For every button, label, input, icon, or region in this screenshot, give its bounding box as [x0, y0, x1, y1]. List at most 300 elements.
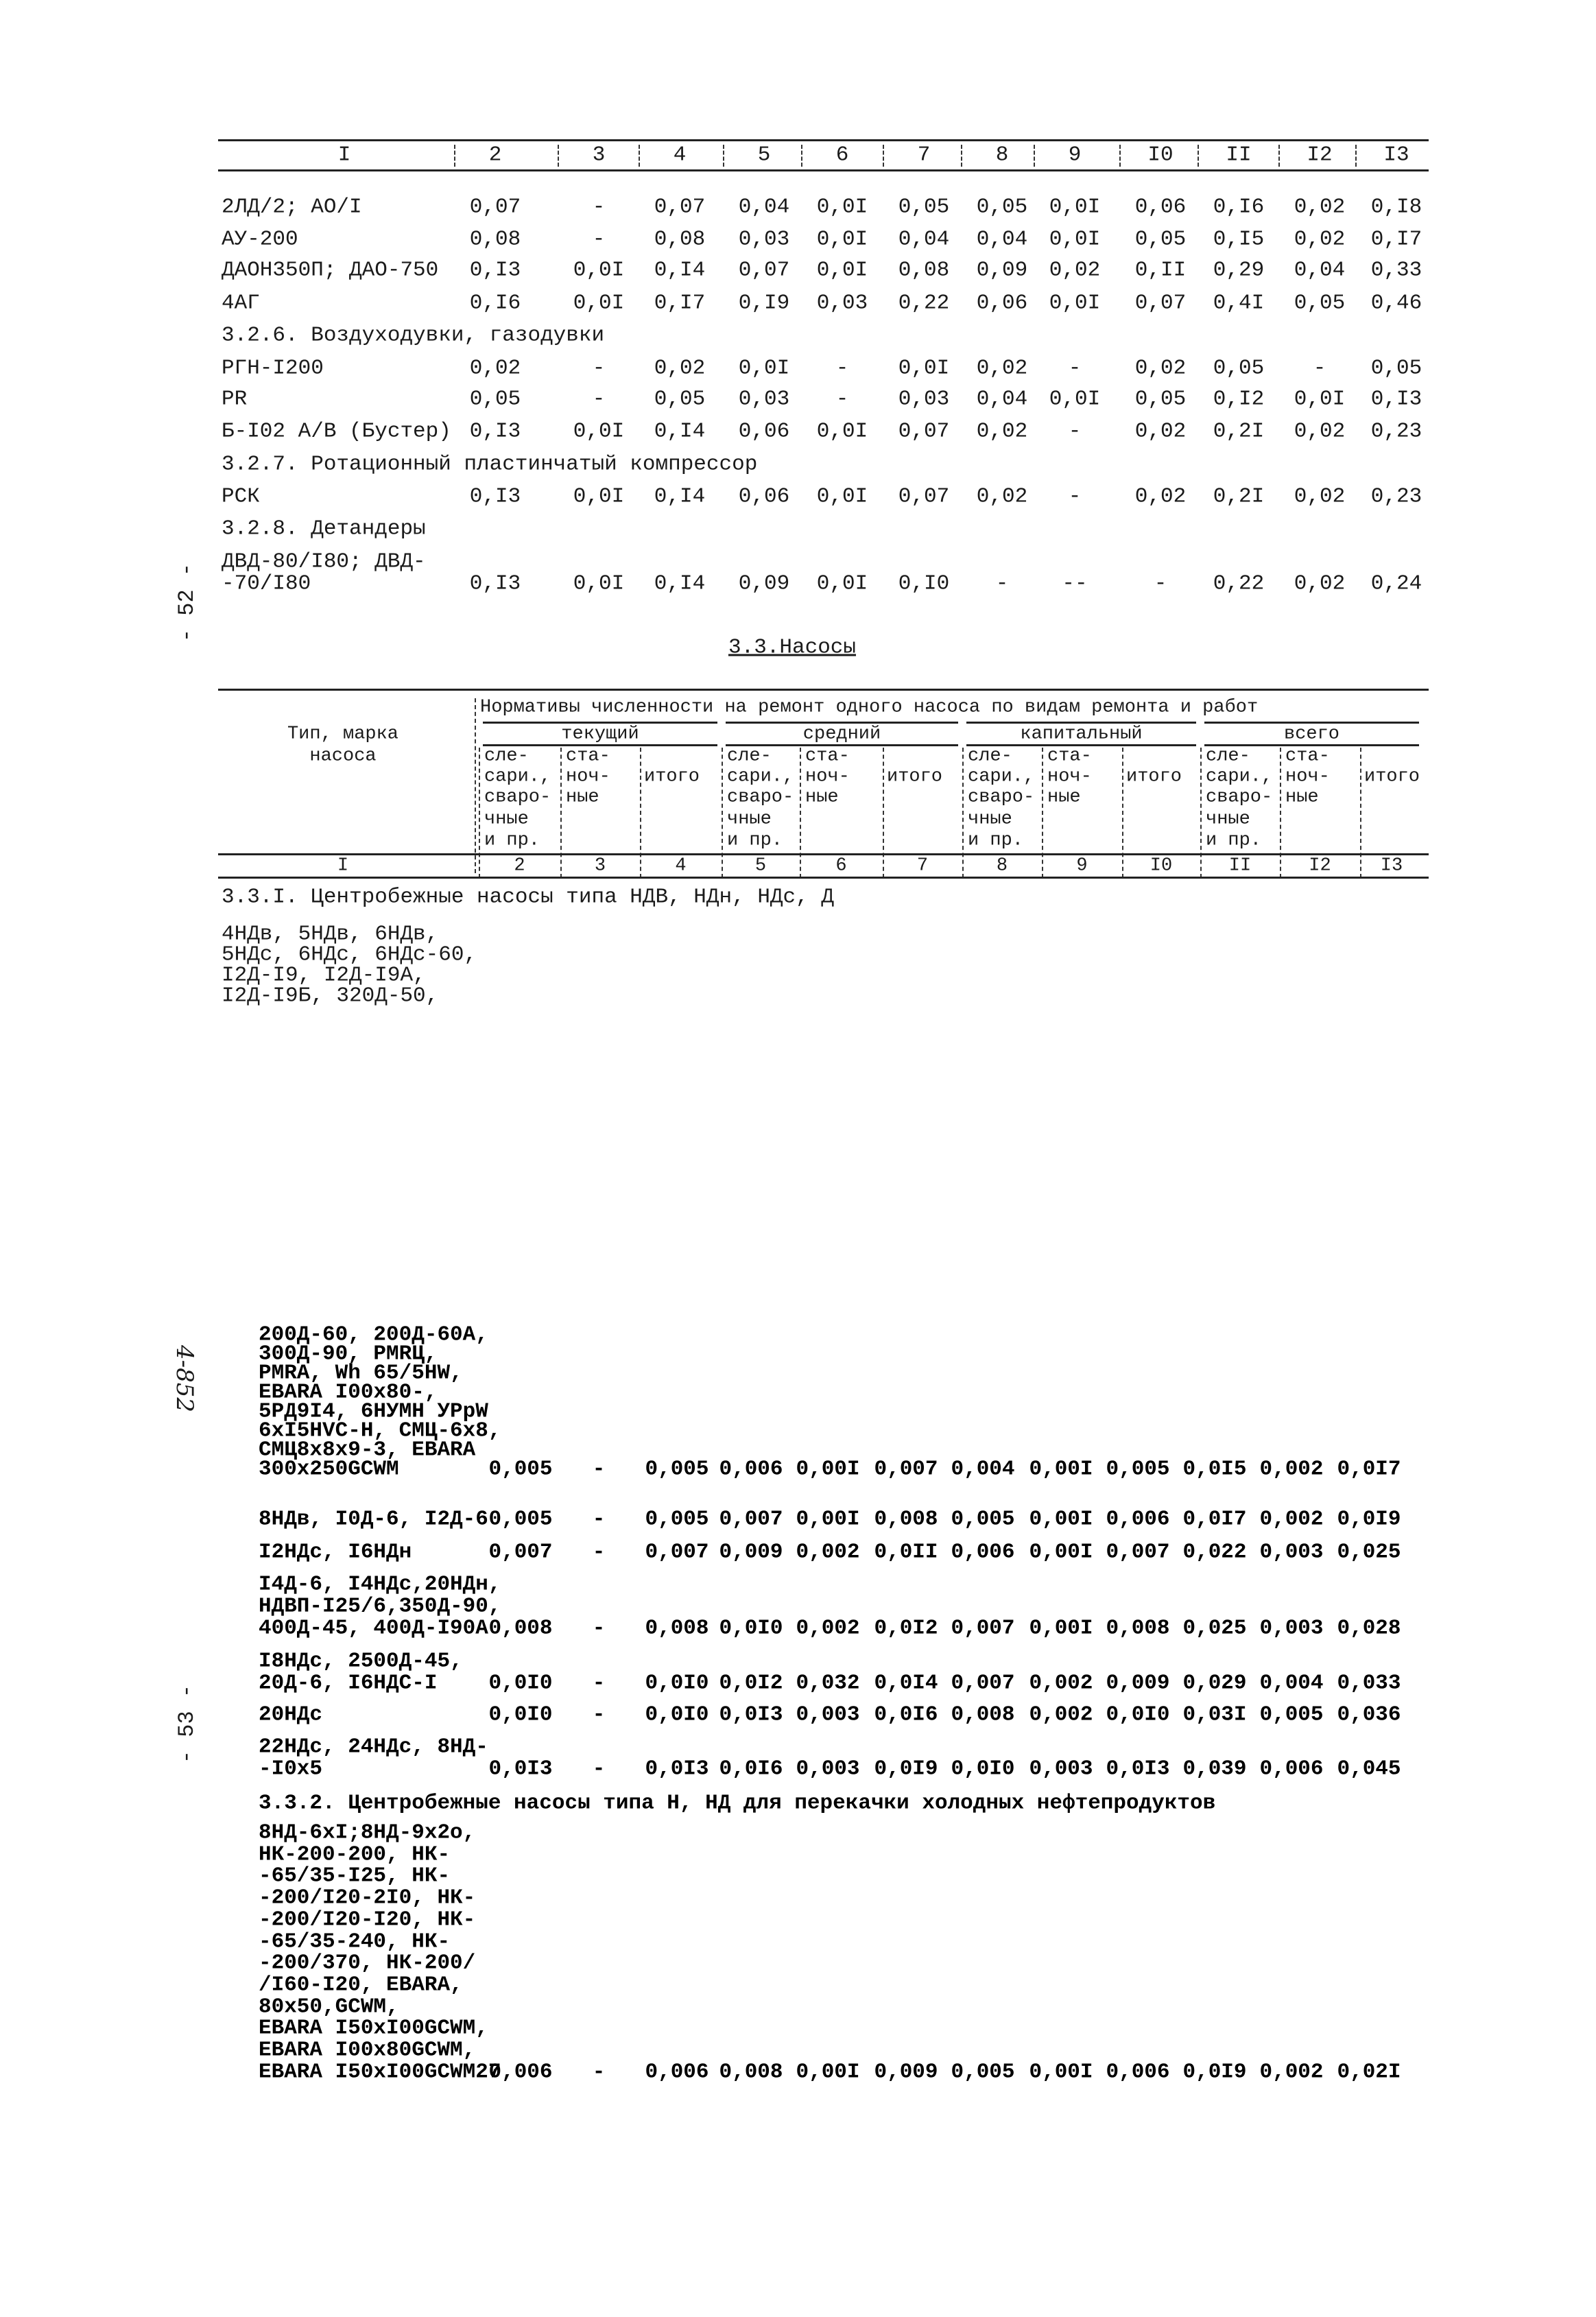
table-cell: - [592, 1616, 606, 1641]
column-number: I3 [1380, 855, 1403, 877]
table-cell: 0,003 [1029, 1757, 1093, 1781]
table-cell: 0,00I [796, 1507, 860, 1532]
table-cell: 0,009 [1106, 1671, 1170, 1696]
subheader-machinist: ные [805, 787, 839, 808]
table-cell: 0,007 [874, 1457, 938, 1482]
subheader-total: итого [1126, 766, 1182, 787]
subheader-locksmith: сваро- [1206, 787, 1273, 808]
row-label: 20Д-6, I6НДС-I [259, 1671, 438, 1696]
column-number: 3 [594, 855, 606, 877]
table-cell: 0,0I [1049, 195, 1101, 219]
row-label: PR [222, 387, 248, 412]
table-cell: 0,08 [898, 258, 950, 283]
column-header: I2 [1307, 143, 1333, 167]
pump-table-numbers-rule [218, 877, 1429, 879]
row-label: 300x250GCWM [259, 1457, 399, 1482]
table-cell: 0,I0 [898, 571, 950, 596]
table-cell: 0,05 [898, 195, 950, 219]
table-cell: 0,02 [976, 484, 1028, 509]
table-cell: 0,I3 [469, 258, 521, 283]
table-cell: - [592, 195, 606, 219]
column-header: II [1226, 143, 1252, 167]
column-divider [1360, 748, 1361, 878]
table-cell: - [592, 1671, 606, 1696]
column-divider [800, 748, 801, 878]
column-number: 8 [996, 855, 1008, 877]
subheader-machinist: ноч- [566, 766, 610, 787]
table-cell: 0,006 [719, 1457, 783, 1482]
group-header: средний [802, 724, 881, 745]
table-cell: 0,07 [654, 195, 706, 219]
table-cell: 0,003 [1259, 1540, 1324, 1565]
row-label: РСК [222, 484, 260, 509]
column-number: 2 [514, 855, 525, 877]
subheader-machinist: ноч- [1285, 766, 1330, 787]
table-cell: 0,33 [1370, 258, 1422, 283]
table-cell: - [1154, 571, 1167, 596]
table-cell: 0,00I [1029, 2060, 1093, 2084]
subheader-total: итого [644, 766, 700, 787]
table-cell: 0,I8 [1370, 195, 1422, 219]
column-divider [883, 145, 884, 167]
table-cell: 0,0I2 [874, 1616, 938, 1641]
subheader-locksmith: сваро- [968, 787, 1035, 808]
subheader-locksmith: сле- [1206, 746, 1250, 767]
table-cell: 0,03 [898, 387, 950, 412]
row-label: 8НД-6xI;8НД-9x2о, [259, 1820, 476, 1845]
table-cell: 0,0I [573, 258, 625, 283]
section-heading: 3.2.6. Воздуходувки, газодувки [222, 323, 605, 348]
subheader-locksmith: чные [968, 809, 1012, 830]
table-cell: 0,0I [738, 356, 790, 381]
table-cell: 0,I3 [469, 571, 521, 596]
column-divider [1119, 145, 1121, 167]
subheader-machinist: ноч- [1047, 766, 1092, 787]
table-cell: 0,04 [976, 227, 1028, 252]
table-cell: 0,0II [874, 1540, 938, 1565]
table-cell: 0,03I [1182, 1702, 1247, 1727]
row-label: 4НДв, 5НДв, 6НДв, [222, 922, 439, 947]
column-header: 6 [835, 143, 849, 167]
table-cell: 0,006 [951, 1540, 1015, 1565]
table-cell: 0,0I9 [874, 1757, 938, 1781]
table-cell: 0,004 [951, 1457, 1015, 1482]
section-heading: 3.3.I. Центробежные насосы типа НДВ, НДн, НДс, Д [222, 885, 834, 910]
table-cell: 0,07 [898, 419, 950, 444]
subheader-locksmith: и пр. [1206, 830, 1262, 851]
table-cell: 0,0I5 [1182, 1457, 1247, 1482]
table-cell: 0,00I [1029, 1616, 1093, 1641]
column-divider [1198, 145, 1199, 167]
table-headline: Нормативы численности на ремонт одного насоса по видам ремонта и работ [480, 697, 1259, 718]
table-cell: 0,0I0 [719, 1616, 783, 1641]
row-label: РГН-I200 [222, 356, 324, 381]
subheader-machinist: ные [1285, 787, 1319, 808]
subheader-locksmith: и пр. [727, 830, 783, 851]
table-cell: 0,003 [1259, 1616, 1324, 1641]
table-cell: 0,I9 [738, 291, 790, 316]
table-cell: 0,008 [951, 1702, 1015, 1727]
table-cell: 0,008 [874, 1507, 938, 1532]
table-cell: 0,006 [1106, 2060, 1170, 2084]
table-cell: 0,007 [488, 1540, 553, 1565]
row-label: 5НДс, 6НДс, 6НДс-60, [222, 942, 477, 967]
column-header: 8 [995, 143, 1009, 167]
table-cell: 0,005 [645, 1457, 709, 1482]
table-cell: 0,0I9 [1337, 1507, 1401, 1532]
table-cell: 0,02 [1294, 484, 1346, 509]
table-cell: 0,I6 [469, 291, 521, 316]
row-label: -200/370, НК-200/ [259, 1951, 476, 1975]
table-cell: 0,007 [1106, 1540, 1170, 1565]
table-cell: 0,07 [898, 484, 950, 509]
table-cell: 0,002 [1029, 1702, 1093, 1727]
table-cell: 0,0I [816, 419, 868, 444]
type-label: Тип, марка [287, 724, 399, 745]
table-cell: 0,0I [573, 571, 625, 596]
subheader-locksmith: сари., [1206, 766, 1273, 787]
table-cell: 0,02 [1294, 195, 1346, 219]
row-label: 300Д-90, РМRЦ, [259, 1342, 438, 1366]
table-cell: 0,23 [1370, 484, 1422, 509]
row-label: РМRА, Wh 65/5HW, [259, 1361, 463, 1386]
column-divider [475, 698, 476, 873]
table-cell: 0,0I [816, 195, 868, 219]
table-cell: 0,07 [469, 195, 521, 219]
table-cell: 0,00I [1029, 1540, 1093, 1565]
table-cell: 0,0I [816, 484, 868, 509]
table-cell: 0,0I0 [645, 1671, 709, 1696]
section-heading: 3.2.8. Детандеры [222, 516, 426, 541]
table-cell: 0,0I9 [1182, 2060, 1247, 2084]
row-label: Б-I02 А/В (Бустер) [222, 419, 451, 444]
row-label: 8НДв, I0Д-6, I2Д-6 [259, 1507, 488, 1532]
row-label: ДАОН350П; ДАО-750 [222, 258, 439, 283]
group-header: всего [1283, 724, 1340, 745]
subheader-locksmith: сари., [968, 766, 1035, 787]
table-cell: 0,06 [738, 419, 790, 444]
table-cell: - [592, 227, 606, 252]
table-cell: 0,0I [573, 419, 625, 444]
table-cell: - [592, 1457, 606, 1482]
table-cell: 0,029 [1182, 1671, 1247, 1696]
table-cell: 0,05 [654, 387, 706, 412]
table-cell: 0,007 [951, 1616, 1015, 1641]
table-cell: 0,009 [874, 2060, 938, 2084]
table-cell: 0,0I [816, 227, 868, 252]
table-cell: 0,0I [1294, 387, 1346, 412]
table-cell: 0,002 [796, 1616, 860, 1641]
table-cell: 0,08 [469, 227, 521, 252]
subheader-locksmith: сари., [484, 766, 551, 787]
table-cell: 0,025 [1337, 1540, 1401, 1565]
table-cell: 0,02I [1337, 2060, 1401, 2084]
table-cell: 0,I4 [654, 258, 706, 283]
row-label: 22НДс, 24НДс, 8НД- [259, 1735, 488, 1759]
table-cell: 0,007 [719, 1507, 783, 1532]
table-cell: - [995, 571, 1009, 596]
column-divider [560, 748, 562, 878]
table-cell: 0,006 [1106, 1507, 1170, 1532]
table-cell: 0,0I [1049, 227, 1101, 252]
table-cell: 0,29 [1213, 258, 1265, 283]
column-divider [1280, 748, 1281, 878]
row-label: -65/35-I25, НК- [259, 1864, 451, 1888]
table-cell: 0,I3 [469, 484, 521, 509]
table-cell: 0,I5 [1213, 227, 1265, 252]
column-divider [454, 145, 455, 167]
page-number-52: - 52 - [174, 562, 200, 643]
row-label: 5РД9I4, 6НУМН УРрW [259, 1399, 488, 1424]
handwritten-note: 4-852 [171, 1344, 199, 1413]
table-cell: 0,005 [645, 1507, 709, 1532]
section-title: 3.3.Насосы [728, 635, 857, 660]
table-cell: - [592, 356, 606, 381]
table-cell: 0,46 [1370, 291, 1422, 316]
table-cell: 0,045 [1337, 1757, 1401, 1781]
row-label: НК-200-200, НК- [259, 1842, 451, 1867]
table-cell: -- [1062, 571, 1088, 596]
table-cell: 0,004 [1259, 1671, 1324, 1696]
table-cell: 0,07 [1134, 291, 1187, 316]
subheader-locksmith: сле- [484, 746, 529, 767]
subheader-total: итого [1364, 766, 1420, 787]
column-header: 5 [757, 143, 771, 167]
table-cell: 0,0I7 [1337, 1457, 1401, 1482]
table-cell: - [592, 2060, 606, 2084]
table-cell: - [592, 1702, 606, 1727]
subheader-machinist: ста- [566, 746, 610, 767]
subheader-machinist: ные [1047, 787, 1081, 808]
column-header: 4 [673, 143, 687, 167]
table-cell: 0,007 [645, 1540, 709, 1565]
table-cell: 0,22 [1213, 571, 1265, 596]
table-cell: 0,006 [1259, 1757, 1324, 1781]
subheader-locksmith: и пр. [484, 830, 540, 851]
table-cell: 0,0I6 [719, 1757, 783, 1781]
table-cell: 0,009 [719, 1540, 783, 1565]
table-cell: - [835, 387, 849, 412]
table-cell: 0,0I [573, 291, 625, 316]
column-divider [640, 748, 641, 878]
table-cell: 0,00I [796, 1457, 860, 1482]
table-cell: 0,05 [976, 195, 1028, 219]
table-cell: 0,008 [1106, 1616, 1170, 1641]
table-cell: - [1313, 356, 1326, 381]
row-label: I2НДс, I6НДн [259, 1540, 412, 1565]
table-cell: 0,002 [796, 1540, 860, 1565]
table-cell: 0,04 [1294, 258, 1346, 283]
column-number: I [337, 855, 349, 877]
subheader-locksmith: и пр. [968, 830, 1024, 851]
row-label: /I60-I20, EBARA, [259, 1973, 463, 1997]
column-number: 6 [835, 855, 847, 877]
table-cell: 0,05 [1213, 356, 1265, 381]
table-cell: - [592, 1540, 606, 1565]
table-cell: 0,003 [796, 1702, 860, 1727]
column-divider [1034, 145, 1035, 167]
row-label: I2Д-I9Б, 320Д-50, [222, 984, 439, 1008]
table-cell: 0,05 [1134, 227, 1187, 252]
table-cell: 0,022 [1182, 1540, 1247, 1565]
table-cell: 0,005 [951, 1507, 1015, 1532]
subheader-locksmith: сле- [727, 746, 772, 767]
subheader-machinist: ные [566, 787, 599, 808]
column-divider [801, 145, 802, 167]
table-cell: 0,05 [469, 387, 521, 412]
subheader-locksmith: чные [1206, 809, 1250, 830]
table-cell: 0,2I [1213, 419, 1265, 444]
table-cell: 0,008 [719, 2060, 783, 2084]
column-number: 4 [675, 855, 687, 877]
table-cell: - [835, 356, 849, 381]
table-cell: 0,02 [1134, 484, 1187, 509]
table-cell: 0,07 [738, 258, 790, 283]
table-cell: 0,04 [976, 387, 1028, 412]
column-number: I2 [1309, 855, 1331, 877]
table-cell: 0,0I3 [645, 1757, 709, 1781]
table-cell: 0,005 [1106, 1457, 1170, 1482]
column-divider [1200, 748, 1202, 878]
group-header: капитальный [1020, 724, 1143, 745]
table-cell: 0,02 [1134, 419, 1187, 444]
table-cell: 0,04 [738, 195, 790, 219]
table-cell: 0,002 [1259, 2060, 1324, 2084]
subheader-machinist: ста- [805, 746, 850, 767]
column-divider [1355, 145, 1357, 167]
row-label: АУ-200 [222, 227, 298, 252]
table-cell: 0,I7 [1370, 227, 1422, 252]
section-heading: 3.2.7. Ротационный пластинчатый компрессор [222, 452, 758, 477]
table-cell: 0,002 [1029, 1671, 1093, 1696]
subheader-locksmith: сваро- [484, 787, 551, 808]
table-cell: 0,03 [738, 387, 790, 412]
table-cell: 0,06 [1134, 195, 1187, 219]
column-divider [722, 748, 723, 878]
table-cell: 0,02 [654, 356, 706, 381]
column-divider [479, 748, 480, 878]
subheader-locksmith: сваро- [727, 787, 794, 808]
row-label: -I0x5 [259, 1757, 323, 1781]
table-top-rule [218, 139, 1429, 141]
table-cell: 0,02 [1294, 419, 1346, 444]
table-cell: 0,005 [488, 1457, 553, 1482]
column-header: 9 [1068, 143, 1082, 167]
row-label: -200/I20-2I0, НК- [259, 1886, 476, 1910]
column-divider [723, 145, 724, 167]
table-cell: 0,I7 [654, 291, 706, 316]
table-cell: 0,06 [976, 291, 1028, 316]
table-cell: 0,008 [645, 1616, 709, 1641]
table-cell: - [592, 1757, 606, 1781]
table-cell: 0,0I0 [645, 1702, 709, 1727]
subheader-locksmith: чные [484, 809, 529, 830]
table-cell: 0,I4 [654, 419, 706, 444]
column-divider [1042, 748, 1043, 878]
row-label: -200/I20-I20, НК- [259, 1908, 476, 1932]
table-cell: 0,02 [1294, 571, 1346, 596]
table-cell: 0,0I [816, 258, 868, 283]
table-cell: 0,0I0 [1106, 1702, 1170, 1727]
subheader-machinist: ста- [1047, 746, 1092, 767]
table-cell: 0,05 [1370, 356, 1422, 381]
table-cell: 0,I6 [1213, 195, 1265, 219]
table-cell: 0,0I [898, 356, 950, 381]
table-cell: - [1068, 356, 1082, 381]
table-cell: 0,003 [796, 1757, 860, 1781]
row-label: EBARA I50xI00GCWM27 [259, 2060, 501, 2084]
table-cell: 0,0I0 [488, 1671, 553, 1696]
table-cell: 0,05 [1294, 291, 1346, 316]
table-cell: 0,032 [796, 1671, 860, 1696]
subheader-total: итого [887, 766, 943, 787]
table-cell: 0,005 [951, 2060, 1015, 2084]
column-divider [639, 145, 640, 167]
page-number-53: - 53 - [174, 1684, 200, 1764]
row-label: EBARA I00x80-, [259, 1380, 438, 1405]
row-label: EBARA I00x80GCWM, [259, 2038, 476, 2063]
row-label: ДВД-80/I80; ДВД- [222, 549, 426, 574]
row-label: СМЦ8x8x9-3, EBARA [259, 1438, 476, 1462]
table-cell: 0,03 [738, 227, 790, 252]
row-label: -65/35-240, НК- [259, 1929, 451, 1953]
table-cell: 0,005 [488, 1507, 553, 1532]
table-cell: 0,09 [738, 571, 790, 596]
column-number: 5 [754, 855, 767, 877]
column-header: 2 [488, 143, 502, 167]
table-cell: 0,0I7 [1182, 1507, 1247, 1532]
table-cell: 0,05 [1134, 387, 1187, 412]
row-label: I8НДс, 2500Д-45, [259, 1649, 463, 1674]
table-cell: 0,23 [1370, 419, 1422, 444]
table-cell: 0,025 [1182, 1616, 1247, 1641]
type-label: насоса [309, 746, 377, 767]
table-cell: 0,0I [573, 484, 625, 509]
pump-table-top-rule [218, 689, 1429, 691]
subheader-locksmith: сари., [727, 766, 794, 787]
table-cell: 0,I2 [1213, 387, 1265, 412]
table-cell: 0,033 [1337, 1671, 1401, 1696]
table-cell: 0,22 [898, 291, 950, 316]
table-cell: 0,24 [1370, 571, 1422, 596]
table-cell: 0,008 [488, 1616, 553, 1641]
row-label: I2Д-I9, I2Д-I9А, [222, 963, 426, 988]
column-divider [558, 145, 559, 167]
group-header: текущий [561, 724, 639, 745]
table-cell: 0,02 [976, 356, 1028, 381]
row-label: 400Д-45, 400Д-I90А [259, 1616, 488, 1641]
table-cell: 0,0I6 [874, 1702, 938, 1727]
row-label: НДВП-I25/6,350Д-90, [259, 1594, 501, 1619]
section-heading: 3.3.2. Центробежные насосы типа Н, НД для перекачки холодных нефтепродуктов [259, 1791, 1216, 1816]
row-label: EBARA I50xI00GCWM, [259, 2016, 488, 2041]
table-cell: 0,02 [1294, 227, 1346, 252]
table-cell: - [1068, 484, 1082, 509]
column-header: 3 [592, 143, 606, 167]
row-label: 2ЛД/2; АО/I [222, 195, 362, 219]
row-label: 80x50,GCWM, [259, 1995, 399, 2019]
table-cell: 0,02 [1049, 258, 1101, 283]
table-cell: 0,00I [1029, 1507, 1093, 1532]
column-divider [962, 748, 964, 878]
column-divider [961, 145, 962, 167]
table-cell: 0,02 [976, 419, 1028, 444]
subheader-machinist: ста- [1285, 746, 1330, 767]
row-label: I4Д-6, I4НДс,20НДн, [259, 1572, 501, 1597]
table-cell: - [592, 1507, 606, 1532]
table-cell: 0,002 [1259, 1457, 1324, 1482]
column-header: 7 [917, 143, 931, 167]
